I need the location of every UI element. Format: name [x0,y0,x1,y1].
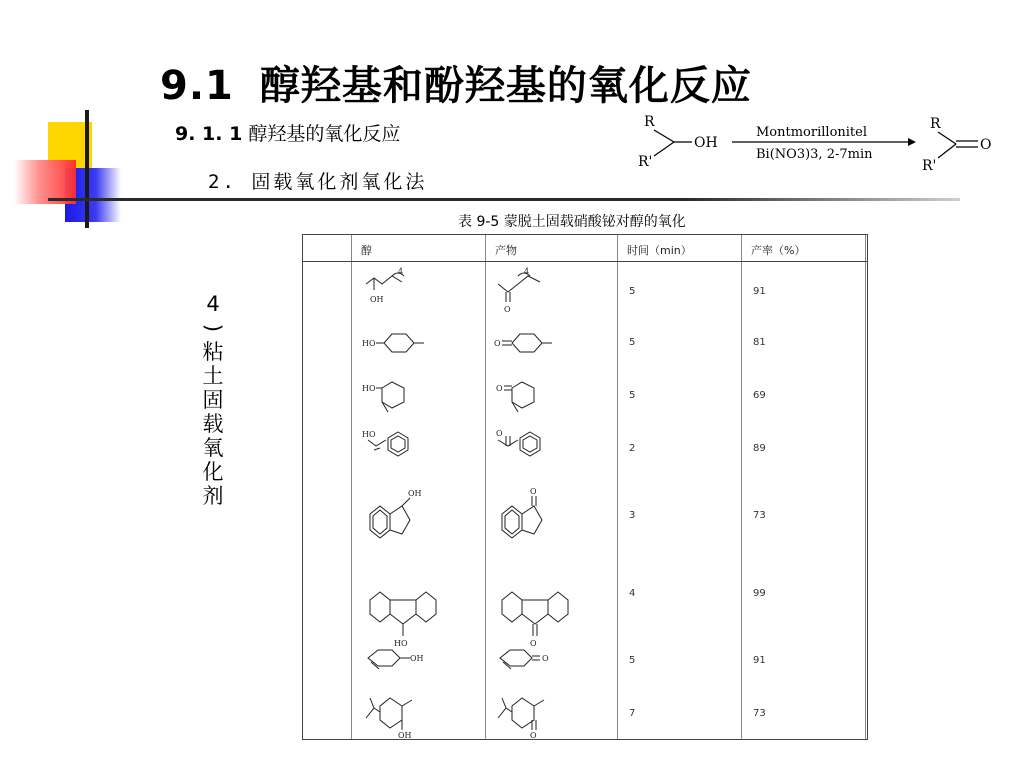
title-text: 醇羟基和酚羟基的氧化反应 [259,63,752,109]
row3-time: 5 [629,390,636,401]
reagent-label: Montmorillonitel [756,125,868,140]
row1-product-chain [498,276,540,292]
row4-ho-label: HO [362,430,376,439]
product-bond-2 [938,144,956,158]
table-col-divider [865,235,866,739]
row8-alcohol-isopropenyl [366,698,374,718]
row8-oh-label: OH [398,731,412,740]
row1-alcohol-n-label: 4 [398,267,404,276]
row8-alcohol-ring [380,698,402,728]
row5-alcohol-benzene-inner [373,510,387,534]
header-yield: 产率（%） [751,244,806,257]
row6-alcohol-five-ring [390,614,416,624]
title-number: 9.1 [160,63,234,109]
row4-yield: 89 [753,443,766,454]
row8-product-link [506,708,512,712]
row1-o-label: O [504,305,511,314]
row5-alcohol-ring [390,506,410,534]
row3-product-ring [512,382,534,408]
row4-product-chain [498,440,518,446]
decor-horizontal-line [48,198,960,201]
row8-product-ring [512,698,534,728]
row2-time: 5 [629,337,636,348]
product-o-label: O [980,137,992,153]
row2-ho-label: HO [362,339,376,348]
row5-product-benzene-inner [505,510,519,534]
row8-time: 7 [629,708,636,719]
reaction-arrowhead [908,138,916,146]
row5-alcohol-oh-bond [402,498,410,506]
row6-yield: 99 [753,588,766,599]
row3-yield: 69 [753,390,766,401]
row6-alcohol-right-ring [416,592,436,622]
subtitle-number: 9. 1. 1 [175,123,243,145]
row1-oh-label: OH [370,295,384,304]
row7-oh-label: OH [410,654,424,663]
row6-o-label: O [530,639,537,648]
row1-alcohol-chain [366,276,402,284]
product-r-prime-label: R' [922,158,937,174]
reactant-r-label: R [644,114,655,130]
header-time: 时间（min） [627,244,692,257]
condition-label: Bi(NO3)3, 2-7min [756,147,873,162]
vertical-label-paren: ) [201,323,225,333]
subtitle-text: 醇羟基的氧化反应 [248,123,401,145]
row8-alcohol-methyl [402,700,412,706]
reaction-scheme [630,108,1000,178]
row6-product-right-ring [548,592,568,622]
header-product: 产物 [495,244,517,257]
vertical-label-text: 粘土固载氧化剂 [202,340,224,508]
row7-o-label: O [542,654,549,663]
row3-ho-label: HO [362,384,376,393]
row5-product-ring [522,506,542,534]
row4-alcohol-chain [368,440,386,446]
row8-yield: 73 [753,708,766,719]
table-col-divider [741,235,742,739]
subtitle-method: 2. 固载氧化剂氧化法 [208,171,428,193]
row5-time: 3 [629,510,636,521]
row8-alcohol-link [374,708,380,712]
row4-alcohol-benzene-inner [391,436,405,452]
structure-drawings [352,262,618,740]
row4-time: 2 [629,443,636,454]
row6-product-left-ring [502,592,522,622]
row8-product-methyl [534,700,544,706]
slide-title [160,54,752,111]
row4-o-label: O [496,429,503,438]
row7-time: 5 [629,655,636,666]
reactant-bond-2 [654,142,674,156]
row1-product-n-label: 4 [524,267,530,276]
row2-alcohol-ring [384,334,414,352]
row1-time: 5 [629,286,636,297]
row1-yield: 91 [753,286,766,297]
row6-product-five-ring [522,614,548,624]
vertical-label [198,292,228,508]
row2-product-ring [512,334,542,352]
row3-o-label: O [496,384,503,393]
oxidation-table [302,234,868,740]
table-caption: 表 9-5 蒙脱土固载硝酸铋对醇的氧化 [458,214,686,230]
row5-oh-label: OH [408,489,422,498]
row4-alcohol-oh-bond [374,448,380,450]
row2-o-label: O [494,339,501,348]
product-r-label: R [930,116,941,132]
row3-alcohol-ring [382,382,404,408]
row6-time: 4 [629,588,636,599]
reactant-bond-1 [654,130,674,142]
header-alcohol: 醇 [361,244,372,257]
row7-yield: 91 [753,655,766,666]
row5-o-label: O [530,487,537,496]
vertical-label-number: 4 [206,292,220,316]
row6-alcohol-left-ring [370,592,390,622]
row5-yield: 73 [753,510,766,521]
subtitle-section [175,119,400,146]
row8-o-label: O [530,731,537,740]
row2-yield: 81 [753,337,766,348]
product-bond-1 [938,132,956,144]
row8-product-isopropenyl [498,698,506,718]
reactant-r-prime-label: R' [638,154,653,170]
reactant-oh-label: OH [694,135,718,151]
decor-vertical-line [85,110,89,228]
row4-product-benzene-inner [523,436,537,452]
row6-ho-label: HO [394,639,408,648]
